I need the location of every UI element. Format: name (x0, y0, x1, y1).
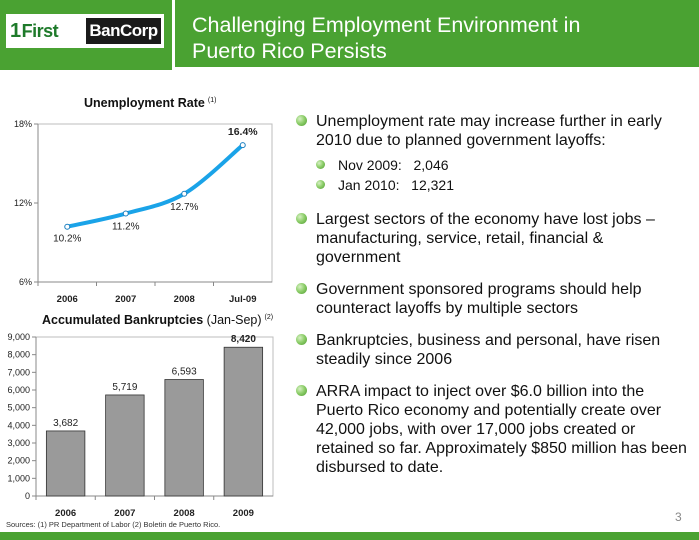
data-label: 11.2% (111, 221, 140, 233)
x-tick-label: 2006 (56, 294, 78, 305)
unemployment-chart-footnote: (1) (207, 96, 217, 104)
data-label: 16.4% (227, 126, 258, 139)
bullet-arra-impact: ARRA impact to inject over $6.0 billion into the Puerto Rico economy and potentially create over 42,000 jobs, with over 17,000 jobs created or retained so far. Approximately $850 million has been disbursed to date. (296, 382, 691, 477)
data-label: 12.7% (170, 201, 199, 213)
bullet-icon (316, 180, 325, 189)
data-point (123, 211, 128, 216)
data-label: 10.2% (53, 233, 82, 245)
y-tick-label: 7,000 (7, 367, 30, 378)
y-tick-label: 6,000 (7, 385, 30, 395)
data-label: 5,719 (112, 381, 138, 393)
y-tick-label: 12% (13, 198, 32, 208)
bullet-icon (316, 160, 325, 169)
logo-one: 1 (10, 19, 21, 42)
page-number: 3 (675, 510, 682, 524)
y-tick-label: 4,000 (7, 420, 30, 431)
bullet-icon (296, 213, 307, 224)
footer-bar (0, 532, 699, 540)
header-divider-horizontal (172, 67, 699, 70)
slide-title-line1: Challenging Employment Environment in (192, 13, 581, 37)
y-tick-label: 0 (24, 491, 30, 501)
bankruptcies-chart-footnote: (2) (264, 313, 274, 321)
y-tick-label: 5,000 (7, 402, 30, 413)
bar (106, 395, 145, 496)
x-tick-label: 2008 (173, 508, 195, 519)
slide-title-line2: Puerto Rico Persists (192, 39, 387, 63)
bar (165, 380, 204, 496)
x-tick-label: 2007 (114, 508, 136, 519)
slide-title (192, 12, 580, 64)
bullet-icon (296, 385, 307, 396)
bullet-icon (296, 334, 307, 345)
y-tick-label: 3,000 (7, 438, 30, 448)
y-tick-label: 6% (18, 277, 32, 287)
sub-bullet-jan-2010: Jan 2010: 12,321 (316, 176, 691, 194)
bullet-government-programs: Government sponsored programs should help counteract layoffs by multiple sectors (296, 280, 691, 318)
bar (46, 431, 85, 496)
x-tick-label: 2009 (232, 508, 254, 519)
header-divider-vertical (172, 0, 175, 70)
y-tick-label: 9,000 (7, 332, 30, 342)
y-tick-label: 2,000 (7, 455, 30, 466)
firstbancorp-logo (6, 14, 164, 48)
bullet-icon (296, 115, 307, 126)
bar (224, 347, 263, 496)
logo-bancorp: BanCorp (86, 18, 161, 44)
y-tick-label: 18% (13, 119, 32, 129)
bullet-bankruptcies: Bankruptcies, business and personal, have risen steadily since 2006 (296, 331, 691, 369)
data-label: 3,682 (53, 417, 79, 429)
data-label: 6,593 (171, 366, 197, 378)
unemployment-chart-title: Unemployment Rate $^{(1)}$ (84, 96, 217, 110)
x-tick-label: Jul-09 (229, 294, 257, 305)
bullet-largest-sectors: Largest sectors of the economy have lost jobs – manufacturing, service, retail, financial & government (296, 210, 691, 267)
y-tick-label: 8,000 (7, 349, 30, 360)
logo-first: First (21, 20, 59, 41)
data-label: 8,420 (230, 334, 256, 346)
sources-footnote: Sources: (1) PR Department of Labor (2) Boletin de Puerto Rico. (6, 520, 221, 529)
bullet-list (296, 112, 691, 477)
bullet-icon (296, 283, 307, 294)
data-point (65, 224, 70, 229)
bankruptcies-bar-chart (0, 328, 290, 523)
x-tick-label: 2006 (55, 508, 77, 519)
series-line-unemployment (67, 145, 243, 227)
data-point (182, 191, 187, 196)
bullet-unemployment: Unemployment rate may increase further in early 2010 due to planned government layoffs: (296, 112, 691, 150)
x-tick-label: 2008 (173, 294, 195, 305)
sub-bullet-nov-2009: Nov 2009: 2,046 (316, 156, 691, 174)
unemployment-line-chart (0, 110, 290, 310)
x-tick-label: 2007 (115, 294, 137, 305)
bankruptcies-chart-title: Accumulated Bankruptcies (Jan-Sep) $^{(2)}$ (42, 313, 274, 327)
y-tick-label: 1,000 (7, 473, 30, 484)
data-point (240, 143, 245, 148)
